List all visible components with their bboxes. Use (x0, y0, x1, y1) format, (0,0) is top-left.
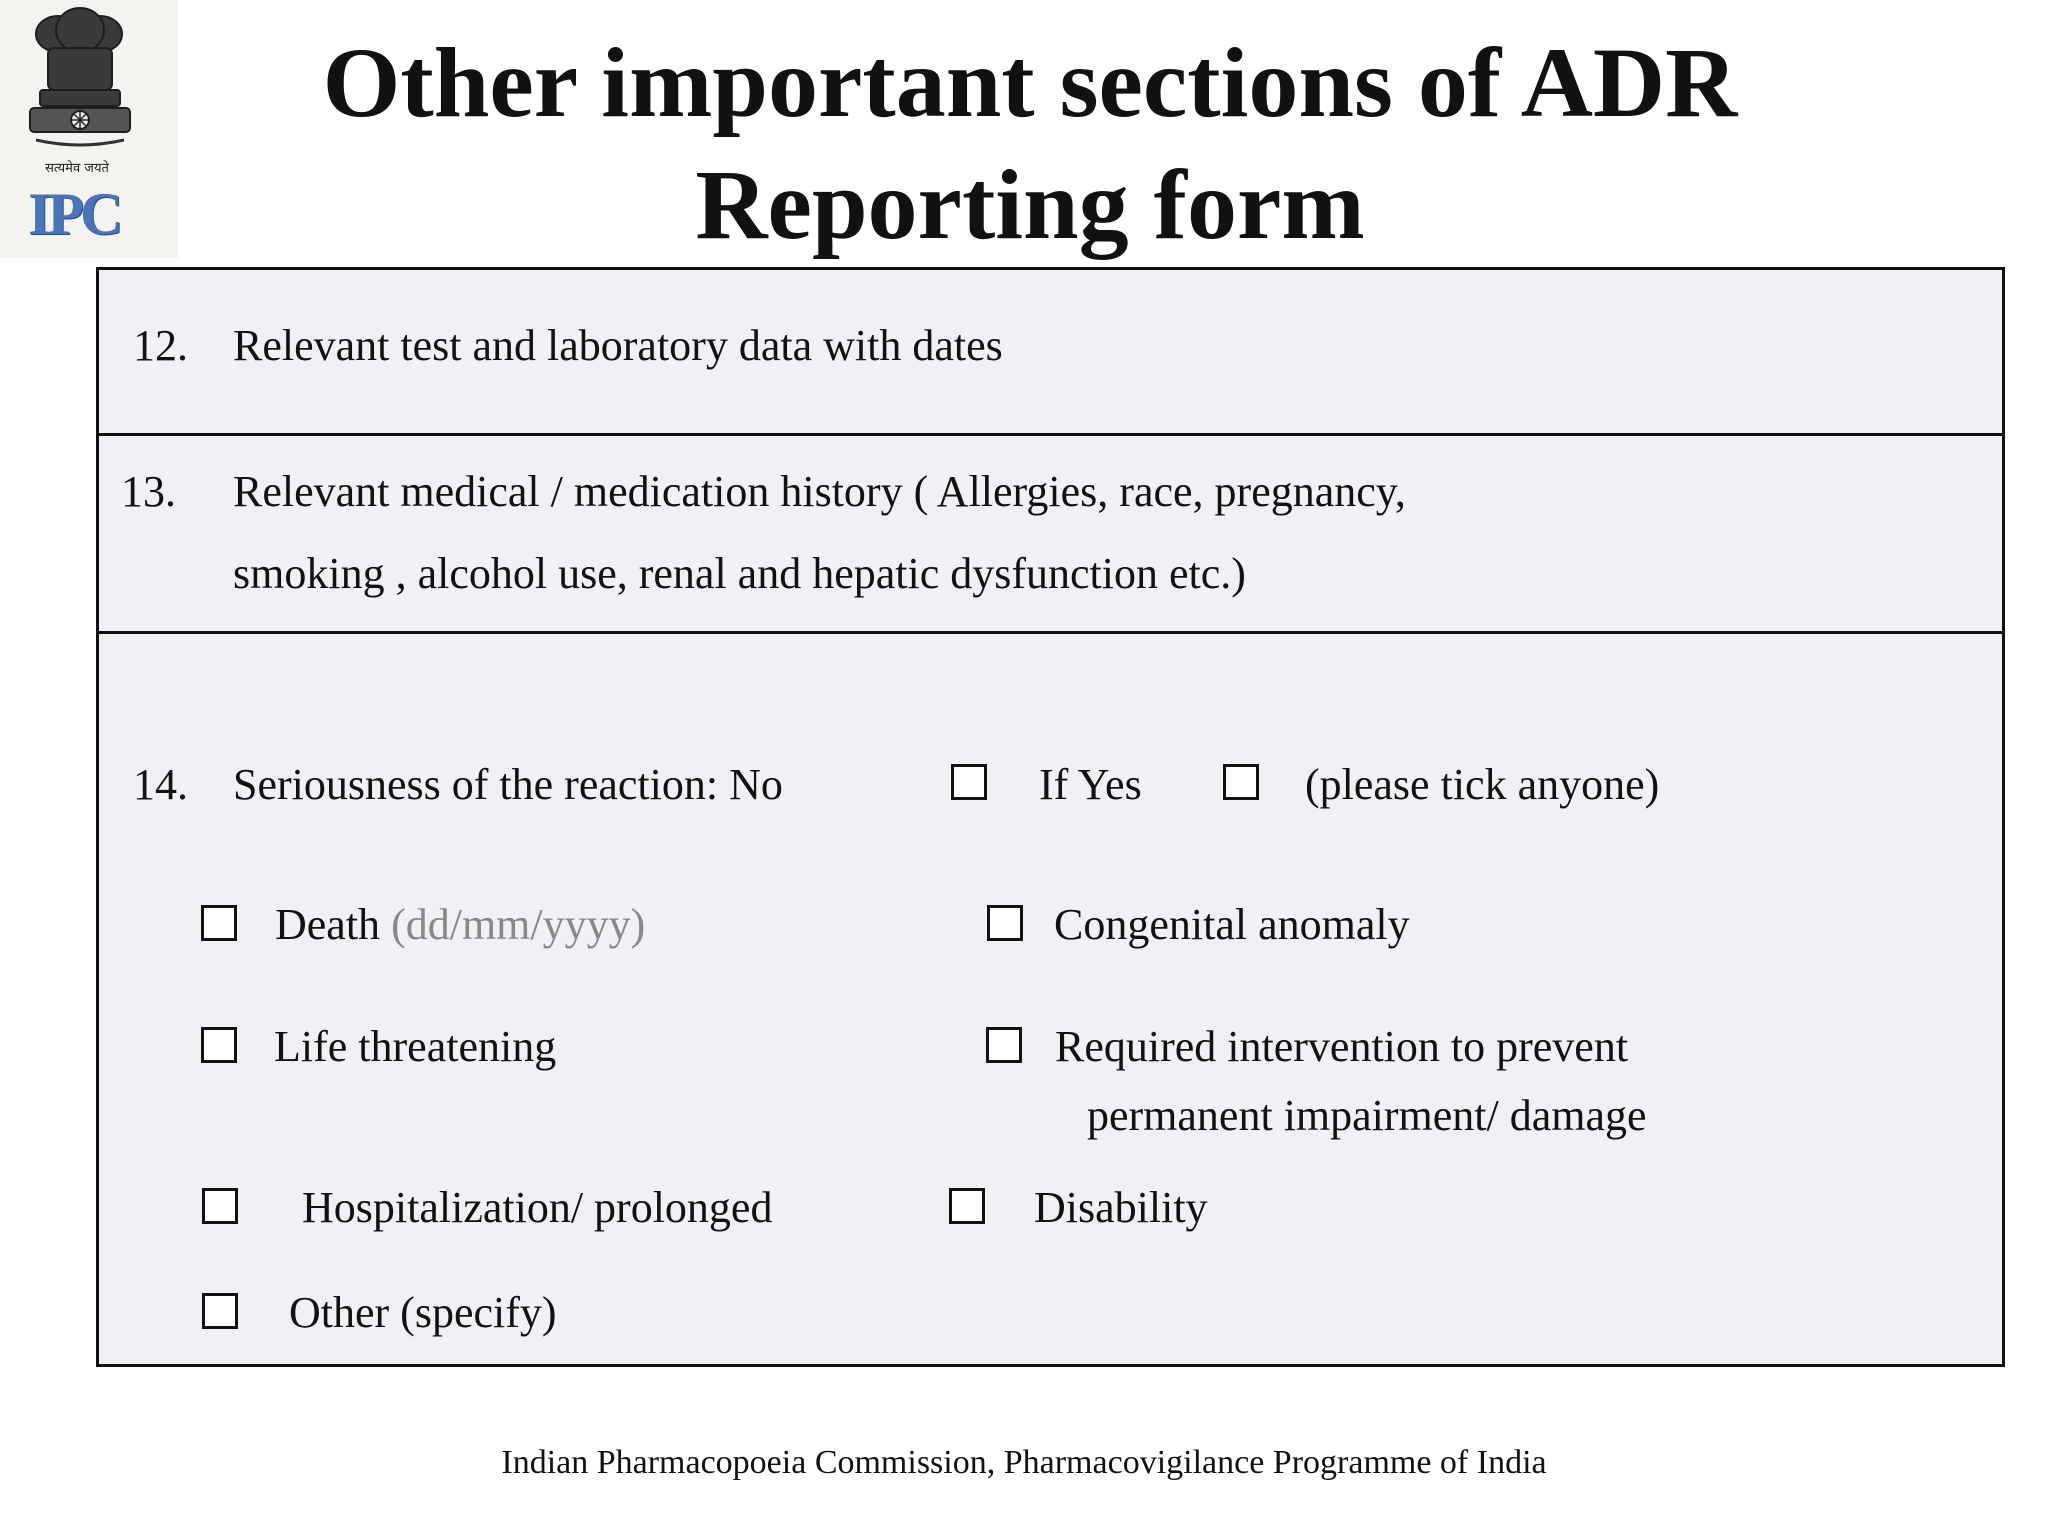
page-title (210, 22, 1850, 266)
section-12-label: Relevant test and laboratory data with dates (233, 321, 1003, 370)
section-12-number: 12. (133, 321, 188, 370)
congenital-anomaly-checkbox[interactable] (987, 905, 1023, 941)
title-line-1: Other important sections of ADR (322, 27, 1738, 138)
tick-instruction: (please tick anyone) (1305, 760, 1660, 809)
logo-acronym: IPC (28, 181, 120, 247)
death-label (275, 899, 645, 950)
section-13-label-line-2: smoking , alcohol use, renal and hepatic dysfunction etc.) (233, 549, 1246, 598)
section-13 (99, 436, 2002, 634)
no-checkbox[interactable] (951, 764, 987, 800)
disability-label: Disability (1034, 1183, 1208, 1232)
section-13-label-line-1: Relevant medical / medication history ( Allergies, race, pregnancy, (233, 467, 1406, 516)
required-intervention-label-line-2: permanent impairment/ damage (1087, 1091, 1647, 1140)
adr-form-sections (96, 267, 2005, 1367)
hospitalization-checkbox[interactable] (202, 1188, 238, 1224)
footer-credit: Indian Pharmacopoeia Commission, Pharmacovigilance Programme of India (501, 1444, 1547, 1481)
hospitalization-label: Hospitalization/ prolonged (302, 1183, 773, 1232)
logo-motto: सत्यमेव जयते (45, 161, 109, 176)
life-threatening-checkbox[interactable] (201, 1027, 237, 1063)
if-yes-label: If Yes (1039, 760, 1142, 809)
death-date-hint: (dd/mm/yyyy) (391, 900, 646, 949)
disability-checkbox[interactable] (949, 1188, 985, 1224)
title-line-2: Reporting form (695, 149, 1365, 260)
life-threatening-label: Life threatening (274, 1022, 557, 1071)
death-text: Death (275, 900, 381, 949)
death-checkbox[interactable] (201, 905, 237, 941)
seriousness-question: Seriousness of the reaction: No (233, 760, 783, 809)
section-12 (99, 270, 2002, 436)
congenital-anomaly-label: Congenital anomaly (1054, 900, 1410, 949)
section-13-number: 13. (121, 467, 176, 516)
required-intervention-label-line-1: Required intervention to prevent (1055, 1022, 1629, 1071)
other-checkbox[interactable] (202, 1293, 238, 1329)
other-specify-label: Other (specify) (289, 1288, 557, 1337)
ipc-logo (0, 0, 178, 258)
section-14-number: 14. (133, 760, 188, 809)
yes-checkbox[interactable] (1223, 764, 1259, 800)
emblem-icon (0, 0, 178, 160)
section-14 (99, 634, 2002, 1364)
required-intervention-checkbox[interactable] (986, 1027, 1022, 1063)
